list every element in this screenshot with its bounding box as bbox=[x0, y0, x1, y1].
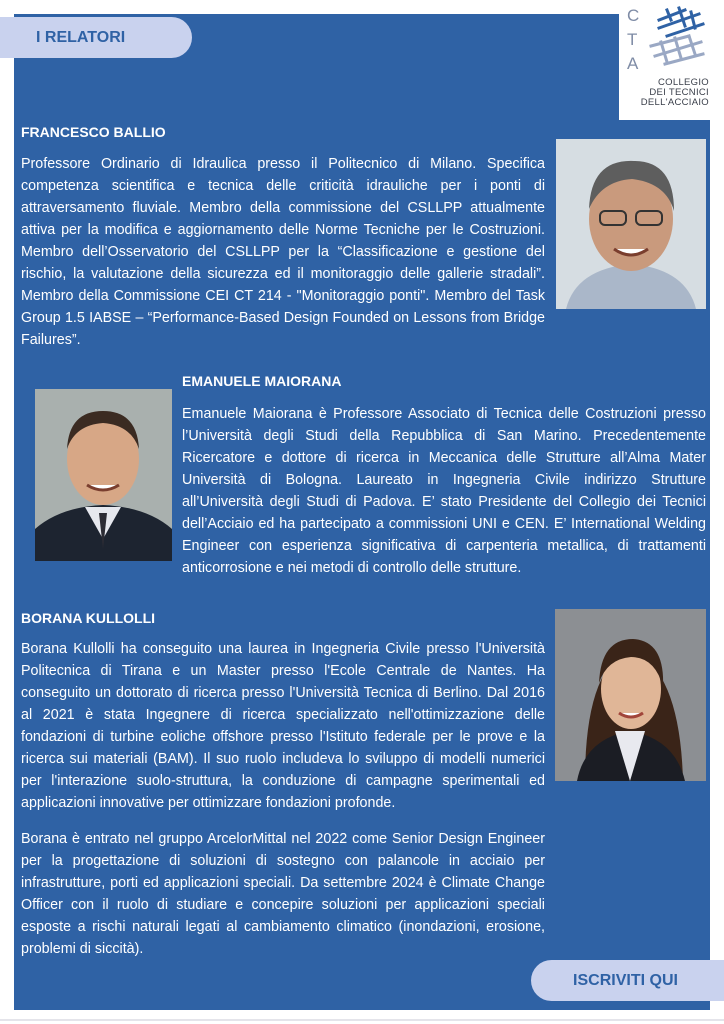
speaker-photo-ballio bbox=[556, 139, 706, 309]
logo-line: DEI TECNICI bbox=[649, 87, 709, 98]
logo-wordmark bbox=[623, 78, 709, 108]
speaker-name-ballio: FRANCESCO BALLIO bbox=[21, 124, 166, 140]
logo-letter-t: T bbox=[627, 30, 638, 49]
section-title: I RELATORI bbox=[36, 28, 126, 46]
cta-logo bbox=[619, 0, 712, 120]
logo-line: DELL'ACCIAIO bbox=[640, 97, 709, 108]
register-button[interactable] bbox=[531, 960, 724, 1001]
speaker-name-kullolli: BORANA KULLOLLI bbox=[21, 610, 156, 626]
logo-letter-c: C bbox=[627, 6, 640, 25]
speaker-bio-maiorana: Emanuele Maiorana è Professore Associato di Tecnica delle Costruzioni presso l’Università degli Studi della Repubblica di San Marino. Precedentemente Ricercatore e dottore di ricerca in Meccanica delle Strutture all’Alma Mater Università di Bologna. Laureato in Ingegneria Civile indirizzo Strutture all’Università degli Studi di Padova. E’ stato Presidente del Collegio dei Tecnici dell’Acciaio ed ha partecipato a commissioni UNI e CEN. E’ International Welding Engineer con esperienza significativa di carpenteria metallica, di trattamenti anticorrosione e nei metodi di controllo delle strutture. bbox=[182, 406, 706, 576]
logo-line: COLLEGIO bbox=[658, 77, 709, 88]
speaker-bio-ballio: Professore Ordinario di Idraulica presso il Politecnico di Milano. Specifica competenza scientifica e tecnica delle criticità idrauliche per i ponti di attraversamento fluviale. Membro della commissione del CSLLPP attualmente attiva per la modifica e aggiornamento delle Norme Tecniche per le Costruzioni. Membro dell’Osservatorio del CSLLPP per la “Classificazione e gestione del rischio, la valutazione della sicurezza ed il monitoraggio delle gallerie stradali”. Membro della Commissione CEI CT 214 - "Monitoraggio ponti". Membro del Task Group 1.5 IABSE – “Performance-Based Design Founded on Lessons from Bridge Failures”. bbox=[21, 156, 545, 348]
speaker-name-maiorana: EMANUELE MAIORANA bbox=[182, 373, 342, 389]
register-button-label: ISCRIVITI QUI bbox=[573, 971, 678, 989]
speaker-bio-kullolli: Borana Kullolli ha conseguito una laurea in Ingegneria Civile presso l'Università Politecnica di Tirana e un Master presso l'Ecole Centrale de Nantes. Ha conseguito un dottorato di ricerca presso l'Università Tecnica di Berlino. Dal 2016 al 2021 è stata Ingegnere di ricerca specializzato nell'ottimizzazione delle fondazioni di turbine eoliche offshore presso l'Istituto federale per le prove e la ricerca sui materiali (BAM). Il suo ruolo includeva lo sviluppo di modelli numerici per l'interazione suolo-struttura, la conduzione di campagne sperimentali ed applicazioni innovative per ottimizzare fondazioni profonde. bbox=[21, 641, 545, 811]
speaker-photo-maiorana bbox=[35, 389, 172, 561]
page-divider bbox=[0, 1019, 724, 1021]
logo-letter-a: A bbox=[627, 54, 639, 73]
speaker-bio-kullolli-continued: Borana è entrato nel gruppo ArcelorMittal nel 2022 come Senior Design Engineer per la progettazione di soluzioni di sostegno con palancole in acciaio per infrastrutture, porti ed applicazioni speciali. Da settembre 2024 è Climate Change Officer con il ruolo di studiare e concepire soluzioni per applicazioni speciali esposte a rischi naturali legati al cambiamento climatico (inondazioni, erosione, problemi di siccità). bbox=[21, 831, 545, 957]
speaker-photo-kullolli bbox=[555, 609, 706, 781]
steel-lattice-icon bbox=[645, 6, 707, 72]
section-title-badge bbox=[0, 17, 192, 58]
